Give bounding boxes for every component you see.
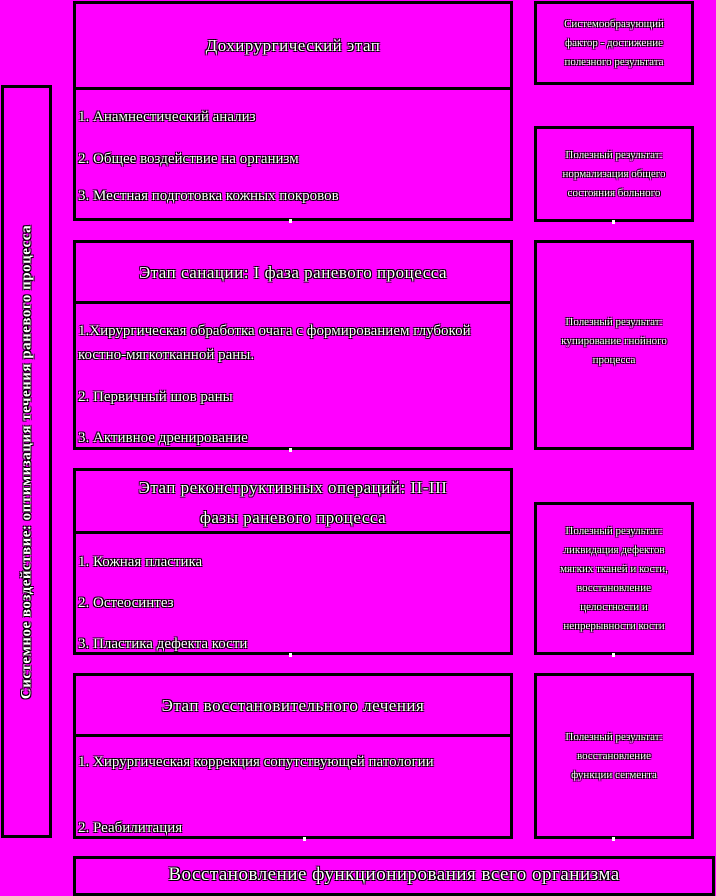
stage-1-divider bbox=[76, 87, 510, 90]
stage-3-box bbox=[73, 468, 513, 655]
side-box-4-line: мягких тканей и кости, bbox=[560, 562, 668, 575]
side-box-3-line: процесса bbox=[592, 354, 636, 366]
side-box-4-line: ликвидация дефектов bbox=[563, 543, 665, 556]
connector-tick bbox=[289, 219, 292, 223]
stage-2-item-3: 3. Активное дренирование bbox=[78, 430, 248, 446]
stage-2-item-1: 1.Хирургическая обработка очага с формированием глубокой костно-мягкотканной раны. bbox=[78, 323, 471, 363]
side-box-2-text bbox=[537, 129, 691, 219]
side-box-1-text bbox=[537, 4, 691, 82]
connector-tick bbox=[289, 653, 292, 657]
stage-3-divider bbox=[76, 531, 510, 534]
stage-3-item-3: 3. Пластика дефекта кости bbox=[78, 636, 248, 652]
side-box-5-line: восстановление bbox=[577, 750, 651, 762]
connector-tick bbox=[612, 220, 615, 224]
side-box-5-text bbox=[537, 676, 691, 836]
side-box-4-line: восстановление bbox=[577, 581, 651, 594]
left-vertical-label: Системное воздействие: оптимизация течения раневого процесса bbox=[18, 224, 34, 699]
connector-tick bbox=[612, 837, 615, 841]
stage-1-box bbox=[73, 1, 513, 221]
side-box-3-line: Полезный результат: bbox=[565, 316, 663, 328]
side-box-2 bbox=[534, 126, 694, 222]
side-box-5-line: функции сегмента bbox=[571, 769, 657, 781]
side-box-1-line: Системообразующий bbox=[564, 17, 664, 30]
stage-2-title: Этап санации: I фаза раневого процесса bbox=[138, 263, 448, 282]
bottom-box bbox=[73, 856, 715, 896]
side-box-3 bbox=[534, 240, 694, 450]
stage-4-item-2: 2. Реабилитация bbox=[78, 820, 183, 836]
stage-2-divider bbox=[76, 301, 510, 304]
side-box-4-line: целостности и bbox=[580, 600, 648, 613]
side-box-1 bbox=[534, 1, 694, 85]
side-box-4-line: Полезный результат: bbox=[565, 524, 663, 537]
stage-3-title-line-1: Этап реконструктивных операций: II-III bbox=[138, 478, 448, 497]
side-box-3-text bbox=[537, 243, 691, 447]
side-box-2-line: состояния больного bbox=[567, 186, 661, 199]
stage-1-item-1: 1. Анамнестический анализ bbox=[78, 109, 256, 125]
left-vertical-box bbox=[1, 85, 52, 838]
side-box-5 bbox=[534, 673, 694, 839]
side-box-2-line: нормализация общего bbox=[562, 167, 666, 180]
connector-tick bbox=[303, 837, 306, 841]
side-box-5-line: Полезный результат: bbox=[565, 731, 663, 743]
side-box-4-text bbox=[537, 505, 691, 652]
side-box-1-line: фактор - достижение bbox=[565, 36, 663, 49]
connector-tick bbox=[289, 448, 292, 452]
stage-1-item-3: 3. Местная подготовка кожных покровов bbox=[78, 188, 339, 204]
stage-1-title: Дохирургический этап bbox=[205, 36, 381, 55]
side-box-3-line: купирование гнойного bbox=[561, 335, 667, 347]
stage-2-box bbox=[73, 240, 513, 450]
side-box-1-line: полезного результата bbox=[564, 55, 664, 68]
side-box-4 bbox=[534, 502, 694, 655]
stage-3-item-2: 2. Остеосинтез bbox=[78, 595, 174, 611]
stage-2-item-2: 2. Первичный шов раны bbox=[78, 389, 233, 405]
bottom-title: Восстановление функционирования всего организма bbox=[168, 864, 620, 885]
stage-3-title-line-2: фазы раневого процесса bbox=[199, 508, 387, 527]
side-box-4-line: непрерывности кости bbox=[563, 619, 665, 632]
stage-1-item-2: 2. Общее воздействие на организм bbox=[78, 151, 299, 167]
stage-4-box bbox=[73, 673, 513, 839]
stage-4-divider bbox=[76, 734, 510, 737]
stage-4-item-1: 1. Хирургическая коррекция сопутствующей патологии bbox=[78, 754, 434, 770]
stage-3-item-1: 1. Кожная пластика bbox=[78, 554, 203, 570]
side-box-2-line: Полезный результат: bbox=[565, 148, 663, 161]
stage-4-title: Этап восстановительного лечения bbox=[161, 696, 425, 715]
connector-tick bbox=[612, 653, 615, 657]
